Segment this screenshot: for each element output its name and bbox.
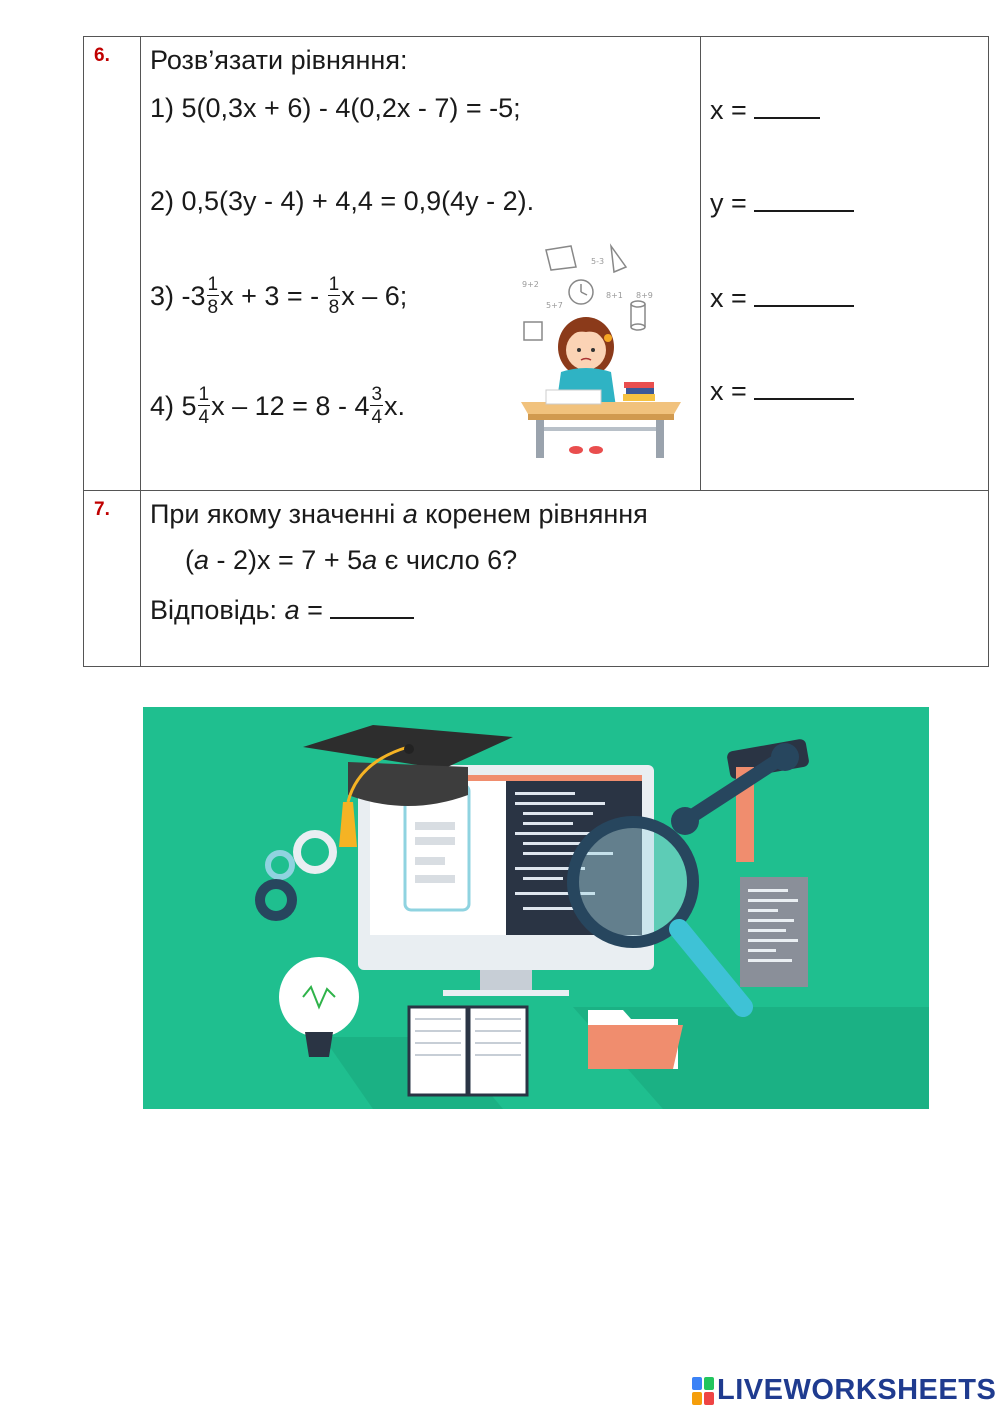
girl-studying-illustration <box>516 242 686 467</box>
answer-1-blank[interactable] <box>754 95 820 119</box>
education-technology-banner <box>143 707 929 1109</box>
svg-text:8+1: 8+1 <box>606 291 623 300</box>
task-6-number: 6. <box>84 37 141 491</box>
answer-2-blank[interactable] <box>754 188 854 212</box>
svg-text:5-3: 5-3 <box>591 257 605 266</box>
answer-4: x = <box>710 376 854 405</box>
svg-text:5+7: 5+7 <box>546 301 563 310</box>
task-7-equation: (a - 2)x = 7 + 5a є число 6? <box>185 545 518 575</box>
liveworksheets-logo <box>692 1374 996 1407</box>
answer-2: y = <box>710 188 854 217</box>
task-6-answers <box>701 37 989 491</box>
answer-1: x = <box>710 95 820 124</box>
task-6-heading: Розв’язати рівняння: <box>150 45 408 75</box>
answer-4-blank[interactable] <box>754 376 854 400</box>
fraction: $\frac{1}{4}$ <box>198 384 210 428</box>
liveworksheets-logo-text: LIVEWORKSHEETS <box>717 1374 997 1406</box>
svg-text:9+2: 9+2 <box>522 280 539 289</box>
exercise-table <box>83 36 989 667</box>
answer-3: x = <box>710 283 854 312</box>
equation-4: 4) 5 $\frac{1}{4}$ x – 12 = 8 - 4 $\frac{3}{4}$ x. <box>150 384 406 428</box>
equation-2: 2) 0,5(3y - 4) + 4,4 = 0,9(4y - 2). <box>150 186 535 216</box>
task-7-answer: Відповідь: a = <box>150 595 414 624</box>
equation-3: 3) -3 $\frac{1}{8}$ x + 3 = - $\frac{1}{8}$ x – 6; <box>150 274 408 318</box>
fraction: $\frac{3}{4}$ <box>371 384 383 428</box>
liveworksheets-logo-icon <box>692 1377 714 1405</box>
fraction: $\frac{1}{8}$ <box>207 274 219 318</box>
task-7-number: 7. <box>84 491 141 667</box>
fraction: $\frac{1}{8}$ <box>328 274 340 318</box>
task-7-row <box>84 491 989 667</box>
task-6-content <box>141 37 701 491</box>
task-7-answer-blank[interactable] <box>330 595 414 619</box>
svg-text:8+9: 8+9 <box>636 291 653 300</box>
equation-1: 1) 5(0,3x + 6) - 4(0,2x - 7) = -5; <box>150 93 521 123</box>
task-7-content <box>141 491 989 667</box>
answer-3-blank[interactable] <box>754 283 854 307</box>
task-6-row <box>84 37 989 491</box>
task-7-question: При якому значенні a коренем рівняння <box>150 499 648 529</box>
